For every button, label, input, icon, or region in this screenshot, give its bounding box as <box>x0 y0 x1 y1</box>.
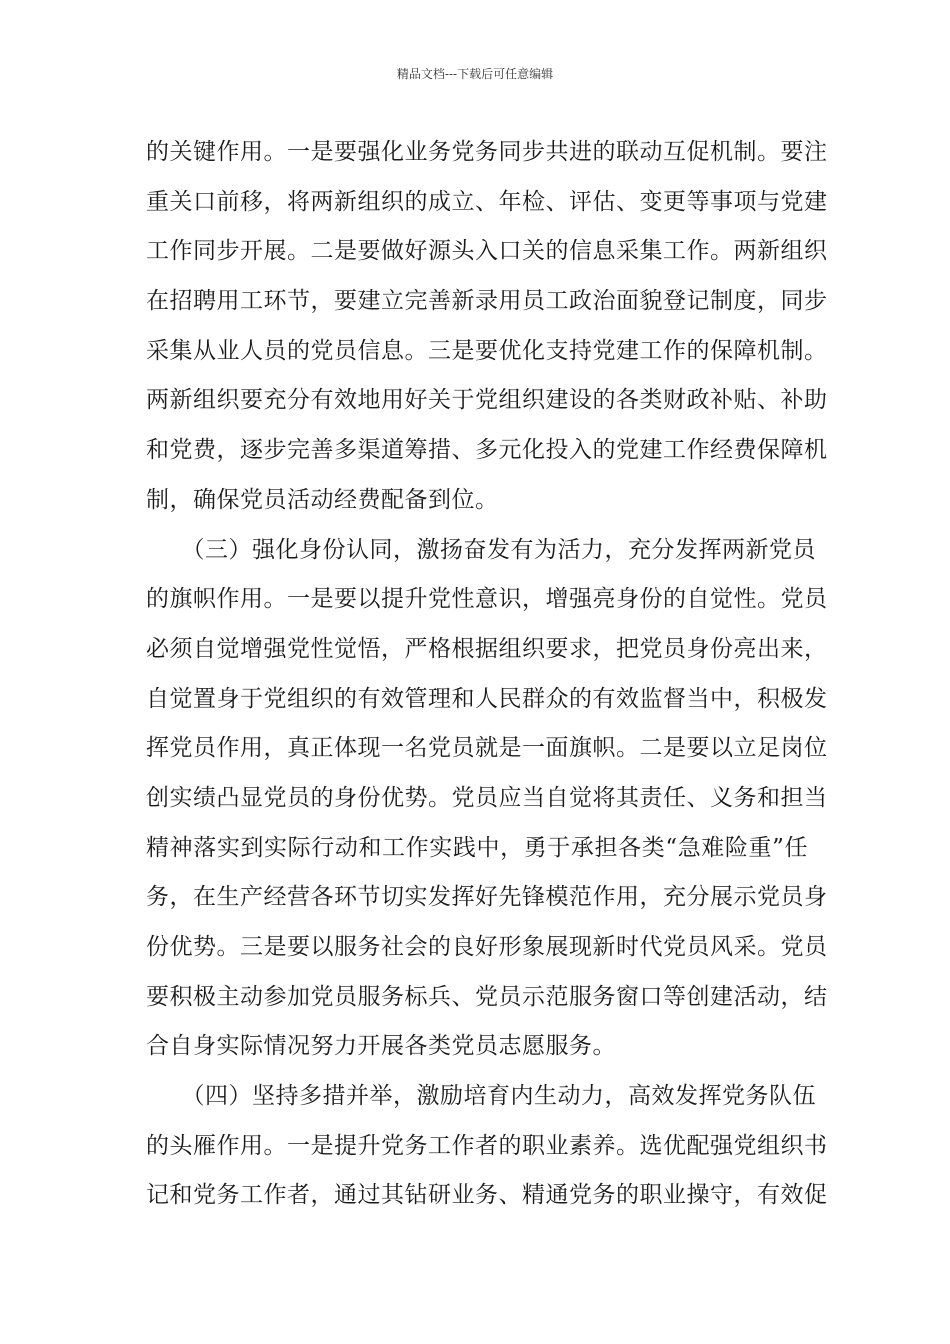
text-line: 合自身实际情况努力开展各类党员志愿服务。 <box>146 1033 616 1060</box>
text-line: 务，在生产经营各环节切实发挥好先锋模范作用，充分展示党员身 <box>146 884 828 911</box>
text-line: （三）强化身份认同，激扬奋发有为活力，充分发挥两新党员 <box>146 536 816 563</box>
text-line: 的关键作用。一是要强化业务党务同步共进的联动互促机制。要注 <box>146 139 828 165</box>
text-line: 制，确保党员活动经费配备到位。 <box>146 486 499 513</box>
document-body <box>146 128 828 1221</box>
text-line: 自觉置身于党组织的有效管理和人民群众的有效监督当中，积极发 <box>146 685 828 712</box>
text-line: 创实绩凸显党员的身份优势。党员应当自觉将其责任、义务和担当 <box>146 784 828 811</box>
text-line: 重关口前移，将两新组织的成立、年检、评估、变更等事项与党建 <box>146 188 828 215</box>
text-line: 在招聘用工环节，要建立完善新录用员工政治面貌登记制度，同步 <box>146 288 828 315</box>
text-line: 记和党务工作者，通过其钻研业务、精通党务的职业操守，有效促 <box>146 1182 828 1209</box>
page-header: 精品文档---下载后可任意编辑 <box>396 67 554 81</box>
text-line: 两新组织要充分有效地用好关于党组织建设的各类财政补贴、补助 <box>146 387 828 414</box>
text-line: 的旗帜作用。一是要以提升党性意识，增强亮身份的自觉性。党员 <box>146 586 828 613</box>
text-line: 和党费，逐步完善多渠道筹措、多元化投入的党建工作经费保障机 <box>146 437 828 464</box>
text-line: 份优势。三是要以服务社会的良好形象展现新时代党员风采。党员 <box>146 934 828 960</box>
text-line: 精神落实到实际行动和工作实践中，勇于承担各类“急难险重”任 <box>146 834 808 861</box>
text-line: 采集从业人员的党员信息。三是要优化支持党建工作的保障机制。 <box>146 337 828 364</box>
text-line: 工作同步开展。二是要做好源头入口关的信息采集工作。两新组织 <box>146 238 828 265</box>
text-line: 挥党员作用，真正体现一名党员就是一面旗帜。二是要以立足岗位 <box>146 735 828 762</box>
text-line: 必须自觉增强党性觉悟，严格根据组织要求，把党员身份亮出来， <box>146 635 828 662</box>
text-line: （四）坚持多措并举，激励培育内生动力，高效发挥党务队伍 <box>146 1083 816 1110</box>
text-line: 要积极主动参加党员服务标兵、党员示范服务窗口等创建活动，结 <box>146 983 828 1010</box>
text-line: 的头雁作用。一是提升党务工作者的职业素养。选优配强党组织书 <box>146 1132 828 1159</box>
